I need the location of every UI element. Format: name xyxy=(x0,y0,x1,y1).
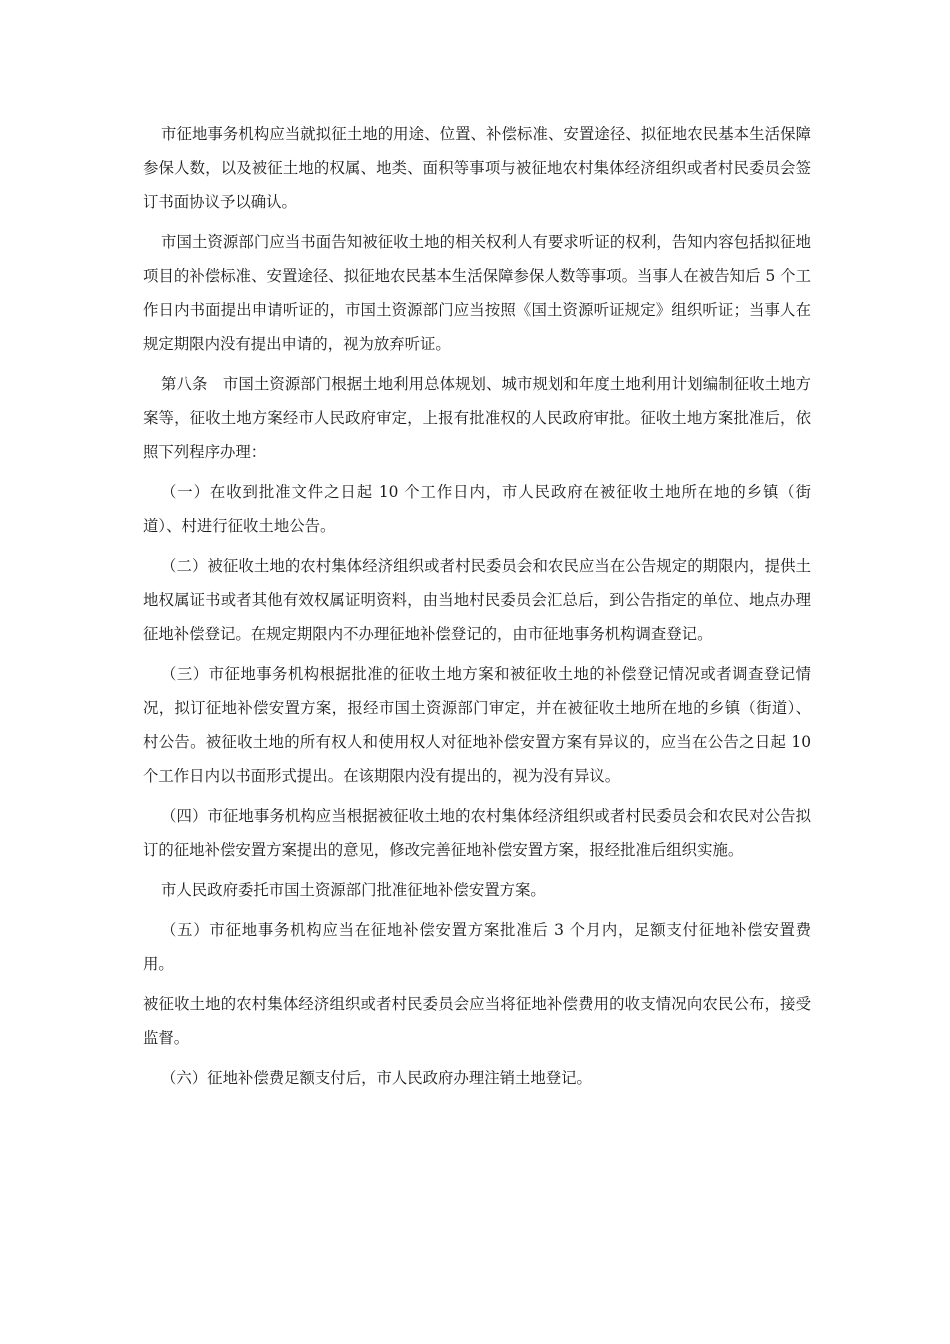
paragraph-delegation: 市人民政府委托市国土资源部门批准征地补偿安置方案。 xyxy=(161,881,546,899)
paragraph-item-5: （五）市征地事务机构应当在征地补偿安置方案批准后 3 个月内，足额支付征地补偿安置费用。 xyxy=(143,921,811,973)
paragraph-item-4: （四）市征地事务机构应当根据被征收土地的农村集体经济组织或者村民委员会和农民对公告拟订的征地补偿安置方案提出的意见，修改完善征地补偿安置方案，报经批准后组织实施。 xyxy=(143,807,811,859)
paragraph-agreement: 市征地事务机构应当就拟征土地的用途、位置、补偿标准、安置途径、拟征地农民基本生活保障参保人数，以及被征土地的权属、地类、面积等事项与被征地农村集体经济组织或者村民委员会签订书面协议予以确认。 xyxy=(143,125,811,211)
document-body xyxy=(143,117,811,1101)
paragraph-item-2: （二）被征收土地的农村集体经济组织或者村民委员会和农民应当在公告规定的期限内，提供土地权属证书或者其他有效权属证明资料，由当地村民委员会汇总后，到公告指定的单位、地点办理征地补偿登记。在规定期限内不办理征地补偿登记的，由市征地事务机构调查登记。 xyxy=(143,557,811,643)
paragraph-item-3: （三）市征地事务机构根据批准的征收土地方案和被征收土地的补偿登记情况或者调查登记情况，拟订征地补偿安置方案，报经市国土资源部门审定，并在被征收土地所在地的乡镇（街道）、村公告。被征收土地的所有权人和使用权人对征地补偿安置方案有异议的，应当在公告之日起 10 个工作日内以书面形式提出。在该期限内没有提出的，视为没有异议。 xyxy=(143,665,811,785)
paragraph-hearing-notice: 市国土资源部门应当书面告知被征收土地的相关权利人有要求听证的权利，告知内容包括拟征地项目的补偿标准、安置途径、拟征地农民基本生活保障参保人数等事项。当事人在被告知后 5 个工作日内书面提出申请听证的，市国土资源部门应当按照《国土资源听证规定》组织听证；当事人在规定期限内没有提出申请的，视为放弃听证。 xyxy=(143,233,811,353)
paragraph-item-1: （一）在收到批准文件之日起 10 个工作日内，市人民政府在被征收土地所在地的乡镇（街道）、村进行征收土地公告。 xyxy=(143,483,811,535)
paragraph-disclosure: 被征收土地的农村集体经济组织或者村民委员会应当将征地补偿费用的收支情况向农民公布，接受监督。 xyxy=(143,995,811,1047)
paragraph-item-6: （六）征地补偿费足额支付后，市人民政府办理注销土地登记。 xyxy=(161,1069,592,1087)
paragraph-article-8: 第八条 市国土资源部门根据土地利用总体规划、城市规划和年度土地利用计划编制征收土地方案等，征收土地方案经市人民政府审定，上报有批准权的人民政府审批。征收土地方案批准后，依照下列程序办理： xyxy=(143,375,811,461)
